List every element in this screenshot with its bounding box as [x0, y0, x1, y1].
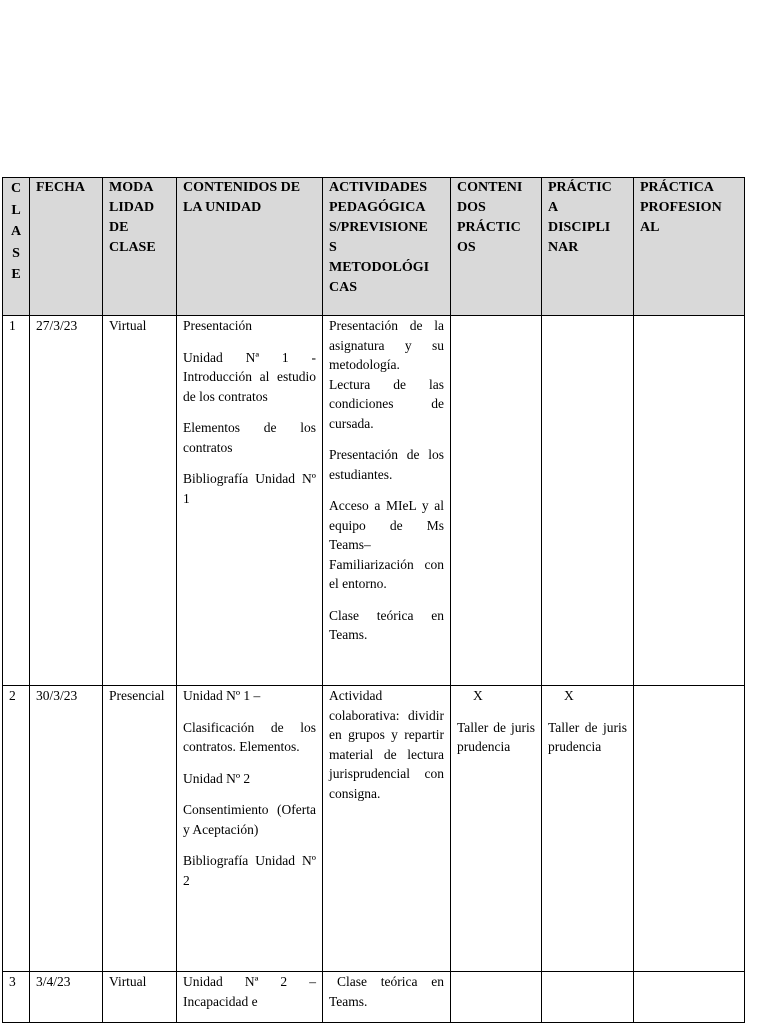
class-schedule-table — [2, 177, 745, 1023]
cell-modalidad: Presencial — [103, 686, 177, 972]
cell-modalidad: Virtual — [103, 316, 177, 686]
cell-contenidos: Unidad Nº 1 – Clasificación de los contratos. Elementos. Unidad Nº 2 Consentimiento (Oferta y Aceptación) Bibliografía Unidad Nº 2 — [177, 686, 323, 972]
cell-clase: 2 — [3, 686, 30, 972]
cell-clase: 3 — [3, 972, 30, 1023]
header-actividades: ACTIVIDADES PEDAGÓGICA S/PREVISIONE S METODOLÓGI CAS — [323, 178, 451, 316]
check-mark: X — [564, 688, 574, 703]
cell-actividades: Presentación de la asignatura y su metodología. Lectura de las condiciones de cursada. Presentación de los estudiantes. Acceso a MIeL y al equipo de Ms Teams– Familiarización con el entorno. Clase teórica en Teams. — [323, 316, 451, 686]
cell-fecha: 27/3/23 — [30, 316, 103, 686]
cell-practica-profesional — [634, 972, 745, 1023]
cell-contenidos: Presentación Unidad Nª 1 - Introducción al estudio de los contratos Elementos de los contratos Bibliografía Unidad Nº 1 — [177, 316, 323, 686]
header-clase: C L A S E — [3, 178, 30, 316]
header-row — [3, 178, 745, 316]
cell-fecha: 3/4/23 — [30, 972, 103, 1023]
table-row — [3, 686, 745, 972]
cell-contenidos-practicos — [451, 972, 542, 1023]
check-mark: X — [473, 688, 483, 703]
header-modalidad: MODA LIDAD DE CLASE — [103, 178, 177, 316]
cell-contenidos-practicos: X Taller de jurisprudencia — [451, 686, 542, 972]
table-row — [3, 972, 745, 1023]
cell-actividades: Clase teórica en Teams. — [323, 972, 451, 1023]
cell-practica-disciplinar — [542, 972, 634, 1023]
header-practica-disciplinar: PRÁCTIC A DISCIPLI NAR — [542, 178, 634, 316]
header-contenidos-practicos: CONTENI DOS PRÁCTIC OS — [451, 178, 542, 316]
cell-contenidos: Unidad Nª 2 – Incapacidad e — [177, 972, 323, 1023]
cell-modalidad: Virtual — [103, 972, 177, 1023]
cell-practica-profesional — [634, 316, 745, 686]
table-row — [3, 316, 745, 686]
cell-actividades: Actividad colaborativa: dividir en grupos y repartir material de lectura jurisprudencial con consigna. — [323, 686, 451, 972]
cell-contenidos-practicos — [451, 316, 542, 686]
header-practica-profesional: PRÁCTICA PROFESION AL — [634, 178, 745, 316]
cell-clase: 1 — [3, 316, 30, 686]
header-fecha: FECHA — [30, 178, 103, 316]
cell-practica-disciplinar: X Taller de jurisprudencia — [542, 686, 634, 972]
header-contenidos: CONTENIDOS DE LA UNIDAD — [177, 178, 323, 316]
cell-practica-profesional — [634, 686, 745, 972]
cell-fecha: 30/3/23 — [30, 686, 103, 972]
cell-practica-disciplinar — [542, 316, 634, 686]
